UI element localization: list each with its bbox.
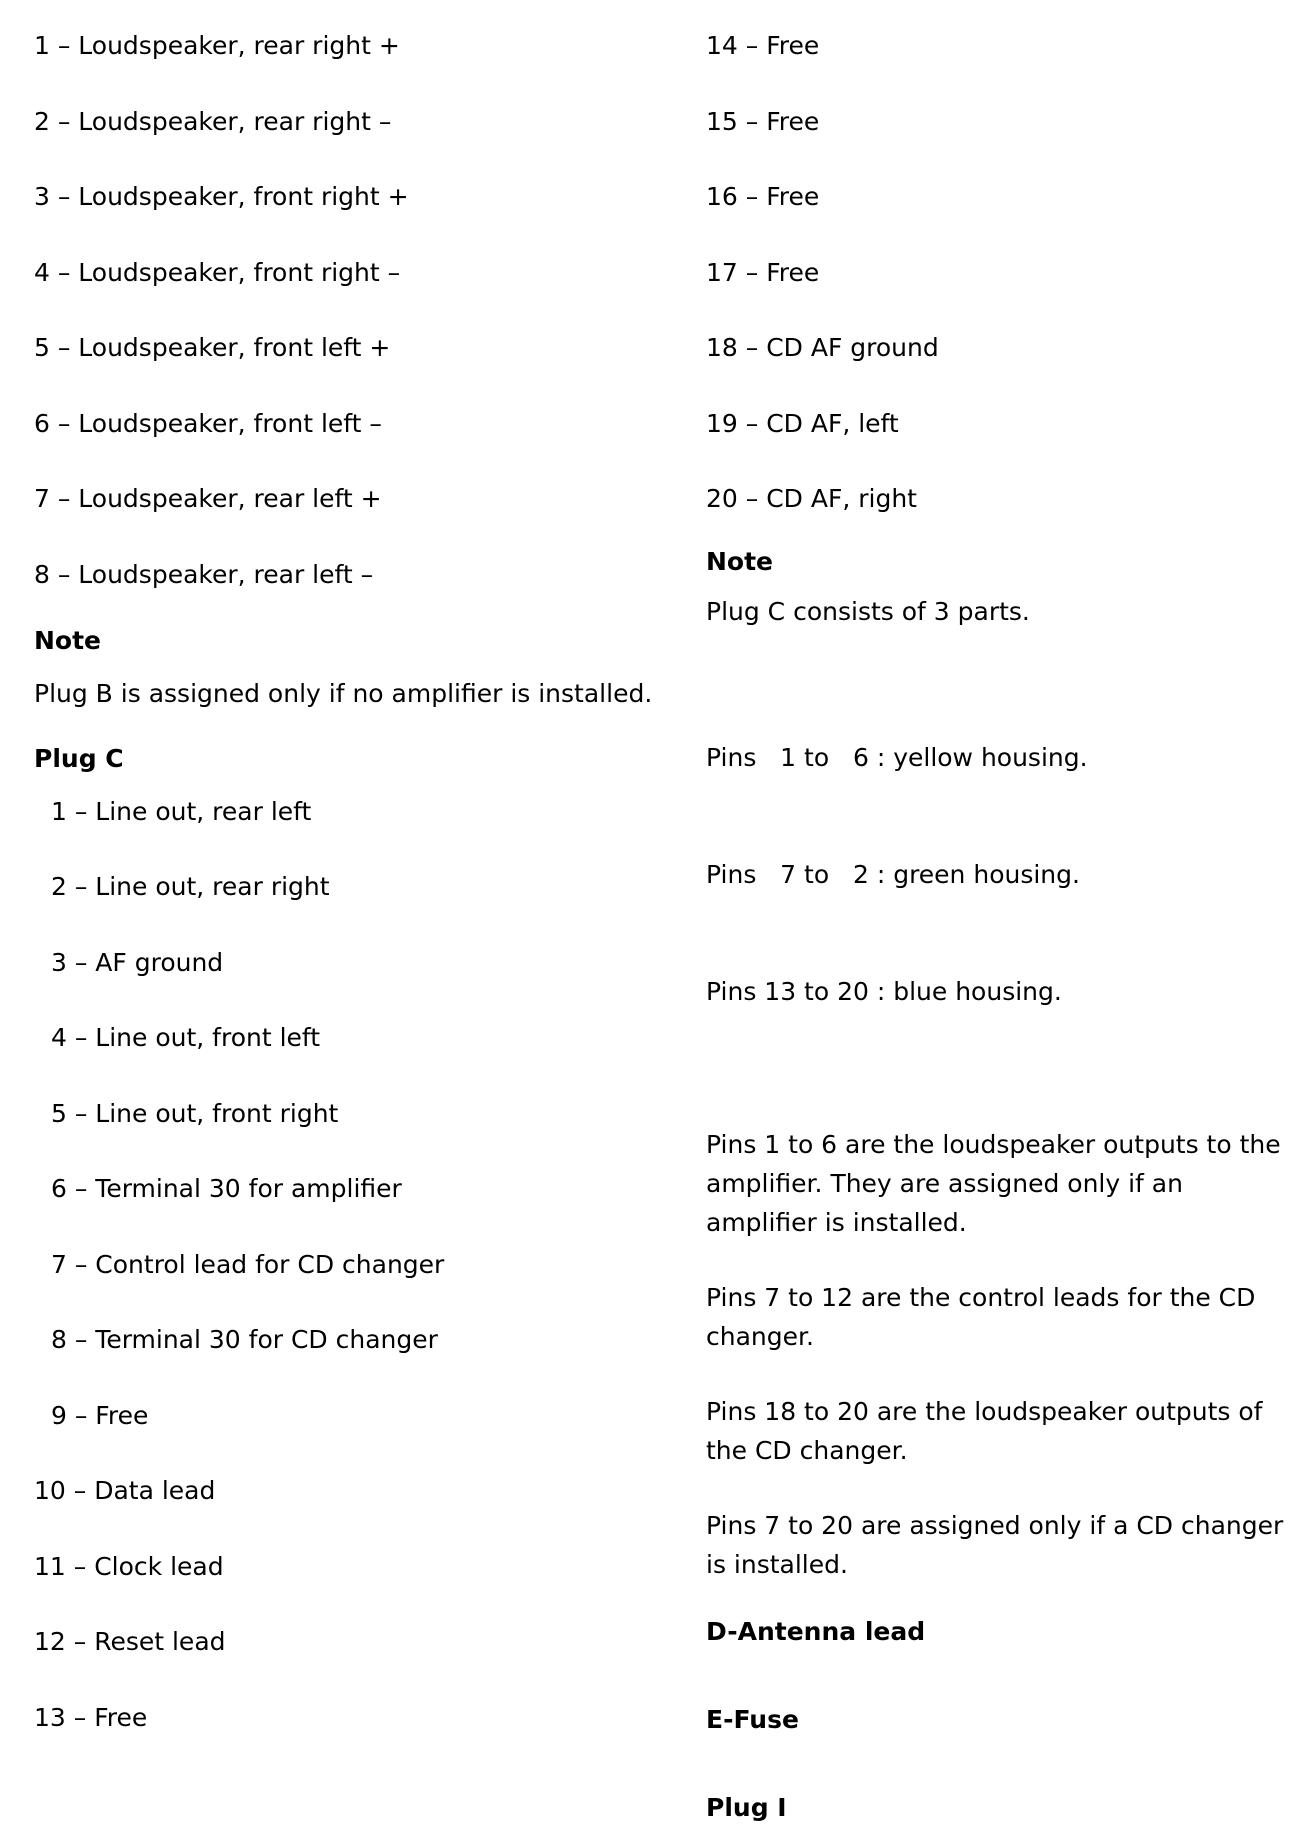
plug-c-heading: Plug C: [34, 743, 124, 773]
list-item: 6 – Loudspeaker, front left –: [34, 408, 382, 438]
list-item: 12 – Reset lead: [34, 1627, 226, 1656]
list-item: 7 – Control lead for CD changer: [51, 1249, 445, 1279]
list-item: 5 – Line out, front right: [51, 1098, 339, 1128]
list-item: 10 – Data lead: [34, 1476, 216, 1505]
paragraph: Pins 7 to 20 are assigned only if a CD changer is installed.: [706, 1511, 1284, 1579]
list-item: 3 – Loudspeaker, front right +: [34, 182, 409, 211]
note-intro: Plug C consists of 3 parts.: [706, 597, 1030, 626]
list-item: 7 – Loudspeaker, rear left +: [34, 484, 382, 513]
list-item: 2 – Loudspeaker, rear right –: [34, 106, 392, 136]
list-item: 6 – Terminal 30 for amplifier: [51, 1174, 402, 1203]
paragraph: Pins 1 to 6 are the loudspeaker outputs to the amplifier. They are assigned only if an amplifier is installed.: [706, 1130, 1281, 1237]
list-item: 4 – Line out, front left: [51, 1023, 321, 1052]
list-item: 19 – CD AF, left: [706, 408, 899, 438]
list-item: 5 – Loudspeaker, front left +: [34, 333, 391, 362]
list-item: 1 – Loudspeaker, rear right +: [34, 31, 400, 60]
housing-line: Pins 1 to 6 : yellow housing.: [706, 743, 1088, 772]
right-column: [706, 28, 1286, 1842]
left-column: [34, 28, 674, 1736]
fuse-heading: E-Fuse: [706, 1705, 799, 1734]
list-item: 16 – Free: [706, 182, 820, 211]
list-item: 18 – CD AF ground: [706, 333, 939, 362]
paragraph: Pins 7 to 12 are the control leads for the CD changer.: [706, 1283, 1256, 1351]
list-item: 17 – Free: [706, 257, 820, 287]
list-item: 2 – Line out, rear right: [51, 872, 330, 901]
antenna-lead-heading: D-Antenna lead: [706, 1617, 926, 1646]
list-item: 1 – Line out, rear left: [51, 796, 312, 826]
list-item: 20 – CD AF, right: [706, 484, 917, 513]
list-item: 8 – Terminal 30 for CD changer: [51, 1325, 438, 1354]
note-heading: Note: [706, 547, 774, 576]
note-heading: Note: [34, 625, 102, 655]
list-item: 11 – Clock lead: [34, 1551, 224, 1581]
list-item: 4 – Loudspeaker, front right –: [34, 257, 401, 287]
list-item: 8 – Loudspeaker, rear left –: [34, 559, 374, 589]
housing-line: Pins 7 to 2 : green housing.: [706, 860, 1080, 889]
paragraph: Pins 18 to 20 are the loudspeaker outputs of the CD changer.: [706, 1397, 1263, 1465]
note-text: Plug B is assigned only if no amplifier is installed.: [34, 678, 653, 708]
housing-list: [706, 660, 1286, 1089]
list-item: 13 – Free: [34, 1702, 148, 1732]
list-item: 9 – Free: [51, 1400, 149, 1430]
list-item: 14 – Free: [706, 31, 820, 60]
plug-i-heading: Plug I: [706, 1793, 787, 1822]
housing-line: Pins 13 to 20 : blue housing.: [706, 977, 1062, 1006]
list-item: 15 – Free: [706, 106, 820, 136]
list-item: 3 – AF ground: [51, 947, 224, 977]
